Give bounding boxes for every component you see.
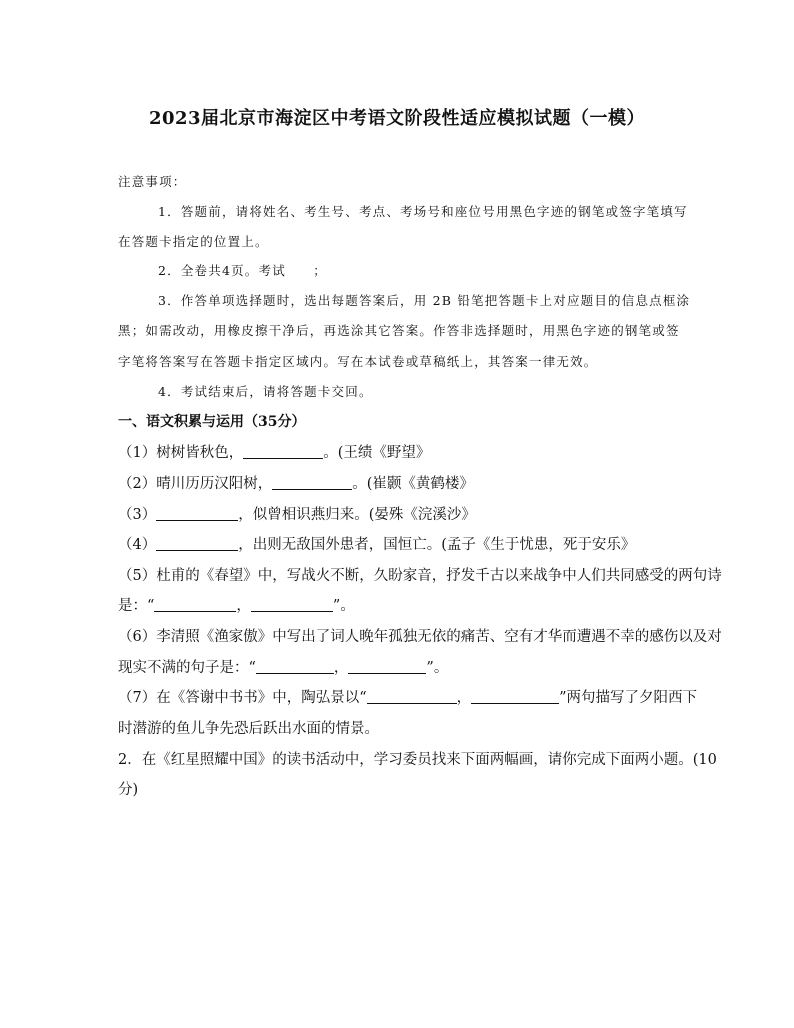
question-text: 现实不满的句子是：“ bbox=[118, 660, 256, 676]
question-5-line-2 bbox=[118, 596, 355, 616]
answer-blank[interactable] bbox=[272, 475, 352, 490]
question-text: （7）在《答谢中书书》中，陶弘景以“ bbox=[118, 690, 367, 706]
answer-blank[interactable] bbox=[348, 659, 426, 674]
question-8-line-1: 2．在《红星照耀中国》的读书活动中，学习委员找来下面两幅画，请你完成下面两小题。(10 bbox=[118, 752, 717, 768]
question-text: ”两句描写了夕阳西下 bbox=[559, 690, 698, 706]
notice-item-3-line-3: 字笔将答案写在答题卡指定区域内。写在本试卷或草稿纸上，其答案一律无效。 bbox=[118, 354, 598, 369]
question-text: 是：“ bbox=[118, 598, 155, 614]
question-5-line-1: （5）杜甫的《春望》中，写战火不断，久盼家音，抒发千古以来战争中人们共同感受的两句诗 bbox=[118, 568, 722, 584]
question-text: ，似曾相识燕归来。(晏殊《浣溪沙》 bbox=[238, 507, 476, 523]
question-1 bbox=[118, 443, 430, 463]
answer-blank[interactable] bbox=[243, 444, 323, 459]
answer-blank[interactable] bbox=[367, 689, 457, 704]
notice-item-2: 2．全卷共4页。考试 ； bbox=[158, 263, 328, 278]
question-4 bbox=[118, 535, 635, 555]
question-text: 。(王绩《野望》 bbox=[323, 445, 431, 461]
answer-blank[interactable] bbox=[471, 689, 559, 704]
question-text: ，出则无敌国外患者，国恒亡。(孟子《生于忧患，死于安乐》 bbox=[238, 537, 636, 553]
question-text: （4） bbox=[118, 537, 157, 553]
question-7-line-2: 时潜游的鱼儿争先恐后跃出水面的情景。 bbox=[118, 721, 379, 737]
question-text: ”。 bbox=[426, 660, 449, 676]
question-3 bbox=[118, 505, 476, 525]
question-6-line-2 bbox=[118, 658, 448, 678]
answer-blank[interactable] bbox=[256, 659, 334, 674]
notice-item-3-line-2: 黑；如需改动，用橡皮擦干净后，再选涂其它答案。作答非选择题时，用黑色字迹的钢笔或签 bbox=[118, 323, 680, 338]
notice-item-4: 4．考试结束后，请将答题卡交回。 bbox=[158, 384, 373, 399]
question-text: ， bbox=[236, 598, 251, 614]
notice-item-1-line-1: 1．答题前，请将姓名、考生号、考点、考场号和座位号用黑色字迹的钢笔或签字笔填写 bbox=[158, 204, 688, 219]
answer-blank[interactable] bbox=[251, 597, 333, 612]
question-2 bbox=[118, 474, 474, 494]
notice-item-1-line-2: 在答题卡指定的位置上。 bbox=[118, 234, 269, 249]
notice-item-3-line-1: 3．作答单项选择题时，选出每题答案后，用 2B 铅笔把答题卡上对应题目的信息点框涂 bbox=[158, 293, 691, 308]
question-8-line-2: 分) bbox=[118, 782, 139, 798]
question-text: ， bbox=[333, 660, 349, 676]
page-title: 2023届北京市海淀区中考语文阶段性适应模拟试题（一模） bbox=[148, 108, 646, 129]
answer-blank[interactable] bbox=[156, 506, 238, 521]
notice-heading: 注意事项： bbox=[118, 174, 187, 189]
section-heading: 一、语文积累与运用（35分） bbox=[118, 414, 306, 430]
question-6-line-1: （6）李清照《渔家傲》中写出了词人晚年孤独无依的痛苦、空有才华而遭遇不幸的感伤以及对 bbox=[118, 629, 722, 645]
question-text: （2）晴川历历汉阳树， bbox=[118, 476, 273, 492]
question-text: （1）树树皆秋色， bbox=[118, 445, 244, 461]
question-7-line-1 bbox=[118, 688, 697, 708]
answer-blank[interactable] bbox=[154, 597, 236, 612]
answer-blank[interactable] bbox=[156, 536, 238, 551]
question-text: 。(崔颢《黄鹤楼》 bbox=[352, 476, 474, 492]
question-text: （3） bbox=[118, 507, 157, 523]
question-text: ， bbox=[456, 690, 472, 706]
question-text: ”。 bbox=[332, 598, 355, 614]
